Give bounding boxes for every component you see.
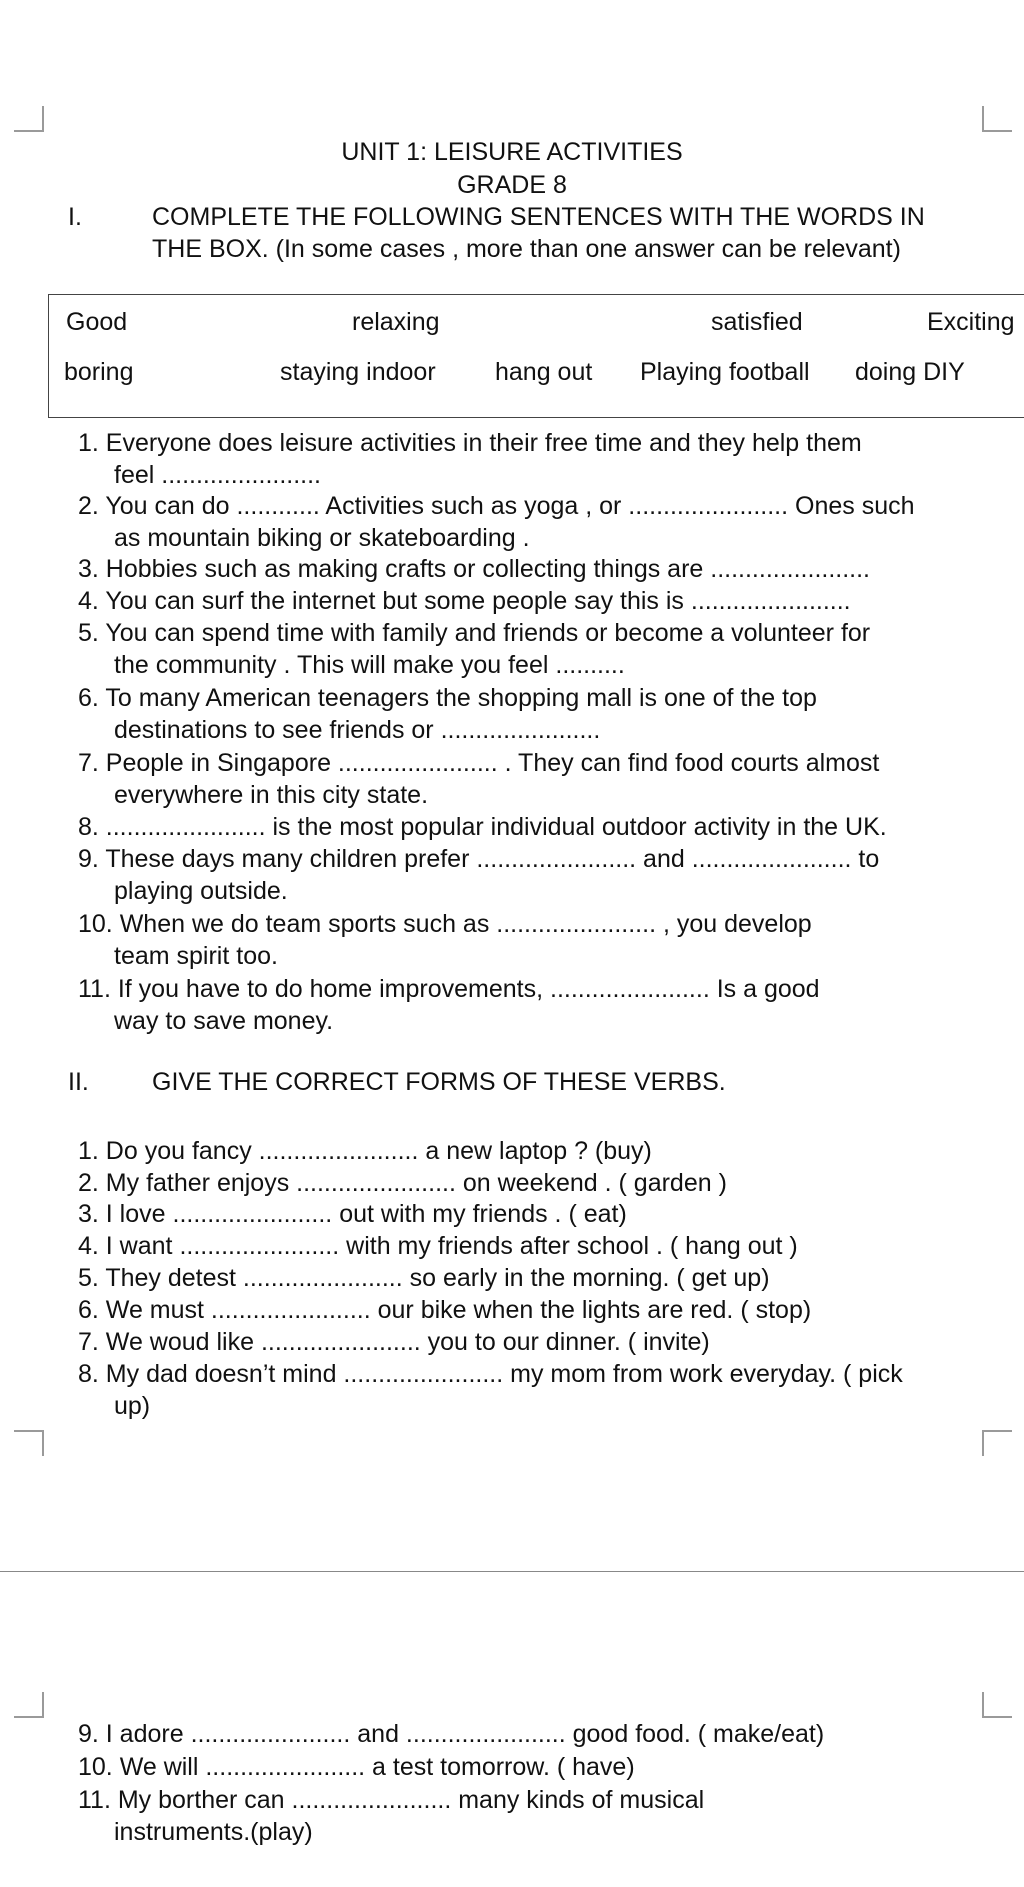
page-corner-mark	[982, 106, 1012, 132]
exercise-2-line: 6. We must ....................... our bike when the lights are red. ( stop)	[78, 1296, 812, 1324]
word-box-item: relaxing	[352, 308, 440, 336]
exercise-1-line: 9. These days many children prefer ....................... and ....................... to	[78, 845, 880, 873]
exercise-2-line: 9. I adore ....................... and ....................... good food. ( make/eat)	[78, 1720, 825, 1748]
exercise-2-line: 7. We woud like ....................... you to our dinner. ( invite)	[78, 1328, 710, 1356]
word-box-item: hang out	[495, 358, 593, 386]
exercise-2-line: 3. I love ....................... out with my friends . ( eat)	[78, 1200, 627, 1228]
exercise-1-line: 1. Everyone does leisure activities in their free time and they help them	[78, 429, 862, 457]
exercise-1-line: everywhere in this city state.	[114, 781, 429, 809]
exercise-1-line: 6. To many American teenagers the shopping mall is one of the top	[78, 684, 817, 712]
exercise-2-line: 2. My father enjoys ....................... on weekend . ( garden )	[78, 1169, 727, 1197]
exercise-2-line: 5. They detest ....................... so early in the morning. ( get up)	[78, 1264, 770, 1292]
section-2-numeral: II.	[68, 1068, 89, 1096]
exercise-1-line: as mountain biking or skateboarding .	[114, 524, 530, 552]
page-corner-mark	[982, 1430, 1012, 1456]
exercise-1-line: way to save money.	[114, 1007, 334, 1035]
word-box-item: Good	[66, 308, 128, 336]
section-1-instruction: COMPLETE THE FOLLOWING SENTENCES WITH THE WORDS IN	[152, 203, 925, 231]
exercise-1-line: 5. You can spend time with family and friends or become a volunteer for	[78, 619, 871, 647]
exercise-2-line: up)	[114, 1392, 151, 1420]
exercise-1-line: feel .......................	[114, 461, 322, 489]
exercise-1-line: 7. People in Singapore ....................... . They can find food courts almost	[78, 749, 880, 777]
word-box-item: staying indoor	[280, 358, 436, 386]
exercise-1-line: 11. If you have to do home improvements, ....................... Is a good	[78, 975, 820, 1003]
section-1-numeral: I.	[68, 203, 82, 231]
exercise-1-line: 4. You can surf the internet but some people say this is .......................	[78, 587, 851, 615]
word-box-item: satisfied	[711, 308, 803, 336]
section-2-instruction: GIVE THE CORRECT FORMS OF THESE VERBS.	[152, 1068, 726, 1096]
page-corner-mark	[982, 1692, 1012, 1718]
exercise-2-line: 1. Do you fancy ....................... a new laptop ? (buy)	[78, 1137, 652, 1165]
word-box-item: Exciting	[927, 308, 1015, 336]
exercise-1-line: 3. Hobbies such as making crafts or collecting things are .......................	[78, 555, 871, 583]
page-corner-mark	[14, 106, 44, 132]
exercise-1-line: 10. When we do team sports such as ....................... , you develop	[78, 910, 812, 938]
exercise-2-line: instruments.(play)	[114, 1818, 313, 1846]
exercise-1-line: 2. You can do ............ Activities such as yoga , or ....................... Ones such	[78, 492, 915, 520]
section-1-instruction: THE BOX. (In some cases , more than one answer can be relevant)	[152, 235, 901, 263]
exercise-1-line: the community . This will make you feel ..........	[114, 651, 625, 679]
exercise-1-line: team spirit too.	[114, 942, 278, 970]
exercise-1-line: playing outside.	[114, 877, 288, 905]
page-corner-mark	[14, 1430, 44, 1456]
exercise-2-line: 11. My borther can ....................... many kinds of musical	[78, 1786, 705, 1814]
page-corner-mark	[14, 1692, 44, 1718]
exercise-1-line: destinations to see friends or .......................	[114, 716, 601, 744]
word-box-item: boring	[64, 358, 134, 386]
word-box-item: Playing football	[640, 358, 810, 386]
page-divider	[0, 1571, 1024, 1572]
exercise-2-line: 4. I want ....................... with my friends after school . ( hang out )	[78, 1232, 798, 1260]
exercise-2-line: 8. My dad doesn’t mind ....................... my mom from work everyday. ( pick	[78, 1360, 903, 1388]
word-box	[48, 294, 1024, 418]
exercise-2-line: 10. We will ....................... a test tomorrow. ( have)	[78, 1753, 635, 1781]
grade-label: GRADE 8	[457, 171, 567, 199]
exercise-1-line: 8. ....................... is the most popular individual outdoor activity in the UK.	[78, 813, 887, 841]
word-box-item: doing DIY	[855, 358, 965, 386]
unit-title: UNIT 1: LEISURE ACTIVITIES	[341, 138, 683, 166]
